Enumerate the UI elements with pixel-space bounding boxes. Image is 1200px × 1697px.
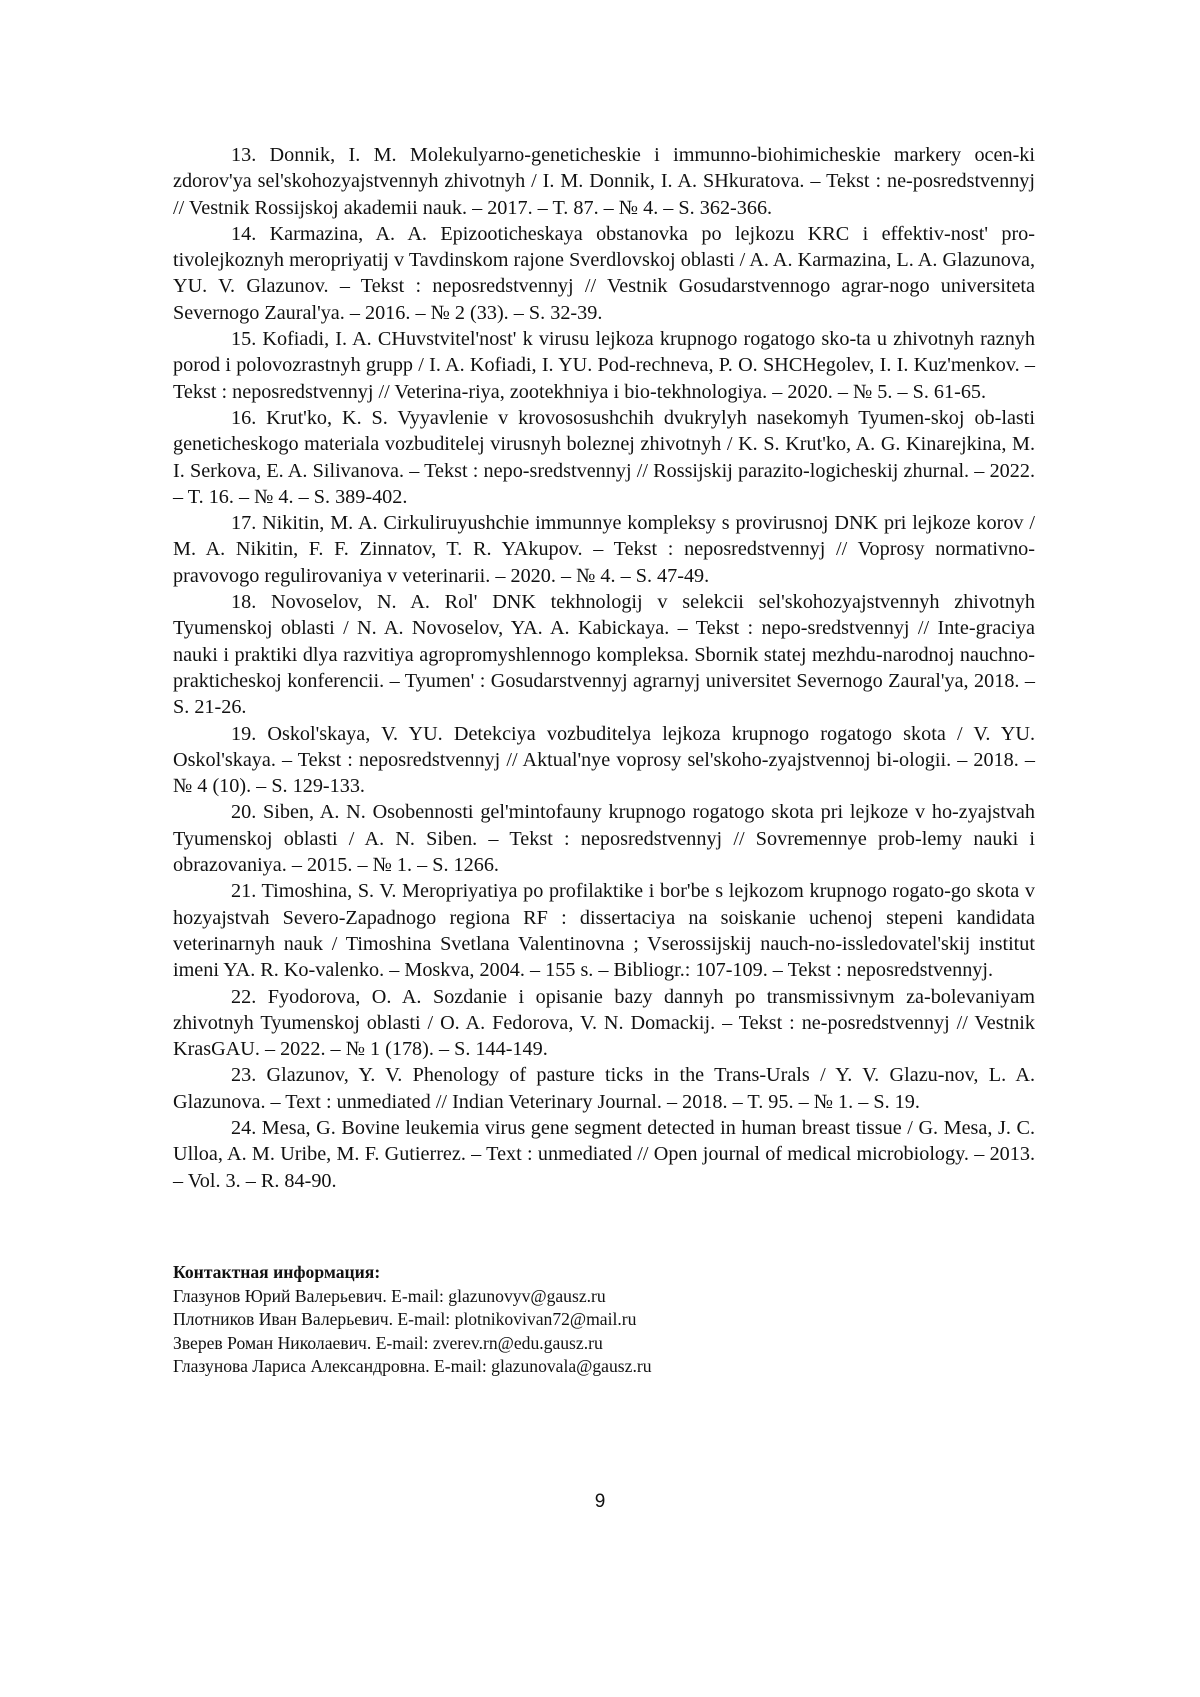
reference-item-22: 22. Fyodorova, O. A. Sozdanie i opisanie bazy dannyh po transmissivnym za-bolevaniyam zhivotnyh Tyumenskoj oblasti / O. A. Fedorova, V. N. Domackij. – Tekst : ne-posredstvennyj // Vestnik KrasGAU. – 2022. – № 1 (178). – S. 144-149. xyxy=(173,985,1035,1061)
contact-info-section xyxy=(173,1261,1035,1379)
reference-item-18: 18. Novoselov, N. A. Rol' DNK tekhnologij v selekcii sel'skohozyajstvennyh zhivotnyh Tyumenskoj oblasti / N. A. Novoselov, YA. A. Kabickaya. – Tekst : nepo-sredstvennyj // Inte-graciya nauki i praktiki dlya razvitiya agropromyshlennogo kompleksa. Sbornik statej mezhdu-narodnoj nauchno-prakticheskoj konferencii. – Tyumen' : Gosudarstvennyj agrarnyj universitet Severnogo Zaural'ya, 2018. – S. 21-26. xyxy=(173,591,1035,719)
reference-item-23: 23. Glazunov, Y. V. Phenology of pasture ticks in the Trans-Urals / Y. V. Glazu-nov, L. A. Glazunova. – Text : unmediated // Indian Veterinary Journal. – 2018. – T. 95. – № 1. – S. 19. xyxy=(173,1064,1035,1113)
contact-line-glazunova-la: Глазунова Лариса Александровна. E-mail: glazunovala@gausz.ru xyxy=(173,1356,652,1377)
contact-line-plotnikov: Плотников Иван Валерьевич. E-mail: plotnikovivan72@mail.ru xyxy=(173,1309,637,1330)
contact-line-glazunov-yv: Глазунов Юрий Валерьевич. E-mail: glazunovyv@gausz.ru xyxy=(173,1285,606,1306)
reference-item-13: 13. Donnik, I. M. Molekulyarno-geneticheskie i immunno-biohimicheskie markery ocen-ki zdorov'ya sel'skohozyajstvennyh zhivotnyh / I. M. Donnik, I. A. SHkuratova. – Tekst : ne-posredstvennyj // Vestnik Rossijskoj akademii nauk. – 2017. – T. 87. – № 4. – S. 362-366. xyxy=(173,144,1035,219)
reference-item-19: 19. Oskol'skaya, V. YU. Detekciya vozbuditelya lejkoza krupnogo rogatogo skota / V. YU. Oskol'skaya. – Tekst : neposredstvennyj // Aktual'nye voprosy sel'skoho-zyajstvennoj bi-ologii. – 2018. – № 4 (10). – S. 129-133. xyxy=(173,722,1035,798)
contact-line-zverev: Зверев Роман Николаевич. E-mail: zverev.rn@edu.gausz.ru xyxy=(173,1332,603,1353)
contact-info-heading: Контактная информация: xyxy=(173,1262,381,1282)
reference-item-15: 15. Kofiadi, I. A. CHuvstvitel'nost' k virusu lejkoza krupnogo rogatogo sko-ta u zhivotnyh raznyh porod i polovozrastnyh grupp / I. A. Kofiadi, I. YU. Pod-rechneva, P. O. SHCHegolev, I. I. Kuz'menkov. – Tekst : neposredstvennyj // Veterina-riya, zootekhniya i bio-tekhnologiya. – 2020. – № 5. – S. 61-65. xyxy=(173,328,1035,403)
reference-item-17: 17. Nikitin, M. A. Cirkuliruyushchie immunnye kompleksy s provirusnoj DNK pri lejkoze korov / M. A. Nikitin, F. F. Zinnatov, T. R. YAkupov. – Tekst : neposredstvennyj // Voprosy normativno-pravovogo regulirovaniya v veterinarii. – 2020. – № 4. – S. 47-49. xyxy=(173,512,1035,587)
reference-item-24: 24. Mesa, G. Bovine leukemia virus gene segment detected in human breast tissue / G. Mesa, J. C. Ulloa, A. M. Uribe, M. F. Gutierrez. – Text : unmediated // Open journal of medical microbiology. – 2013. – Vol. 3. – R. 84-90. xyxy=(173,1116,1035,1192)
reference-item-21: 21. Timoshina, S. V. Meropriyatiya po profilaktike i bor'be s lejkozom krupnogo rogato-go skota v hozyajstvah Severo-Zapadnogo regiona RF : dissertaciya na soiskanie uchenoj stepeni kandidata veterinarnyh nauk / Timoshina Svetlana Valentinovna ; Vserossijskij nauch-no-issledovatel'skij institut imeni YA. R. Ko-valenko. – Moskva, 2004. – 155 s. – Bibliogr.: 107-109. – Tekst : neposredstvennyj. xyxy=(173,880,1035,982)
reference-item-16: 16. Krut'ko, K. S. Vyyavlenie v krovososushchih dvukrylyh nasekomyh Tyumen-skoj ob-lasti geneticheskogo materiala vozbuditelej virusnyh boleznej zhivotnyh / K. S. Krut'ko, A. G. Kinarejkina, M. I. Serkova, E. A. Silivanova. – Tekst : nepo-sredstvennyj // Rossijskij parazito-logicheskij zhurnal. – 2022. – T. 16. – № 4. – S. 389-402. xyxy=(173,406,1035,508)
page-number: 9 xyxy=(594,1491,606,1512)
reference-item-20: 20. Siben, A. N. Osobennosti gel'mintofauny krupnogo rogatogo skota pri lejkoze v ho-zyajstvah Tyumenskoj oblasti / A. N. Siben. – Tekst : neposredstvennyj // Sovremennye prob-lemy nauki i obrazovaniya. – 2015. – № 1. – S. 1266. xyxy=(173,801,1035,877)
reference-list xyxy=(173,142,1035,1194)
reference-item-14: 14. Karmazina, A. A. Epizooticheskaya obstanovka po lejkozu KRC i effektiv-nost' pro-tivolejkoznyh meropriyatij v Tavdinskom rajone Sverdlovskoj oblasti / A. A. Karmazina, L. A. Glazunova, YU. V. Glazunov. – Tekst : neposredstvennyj // Vestnik Gosudarstvennogo agrar-nogo universiteta Severnogo Zaural'ya. – 2016. – № 2 (33). – S. 32-39. xyxy=(173,222,1035,324)
